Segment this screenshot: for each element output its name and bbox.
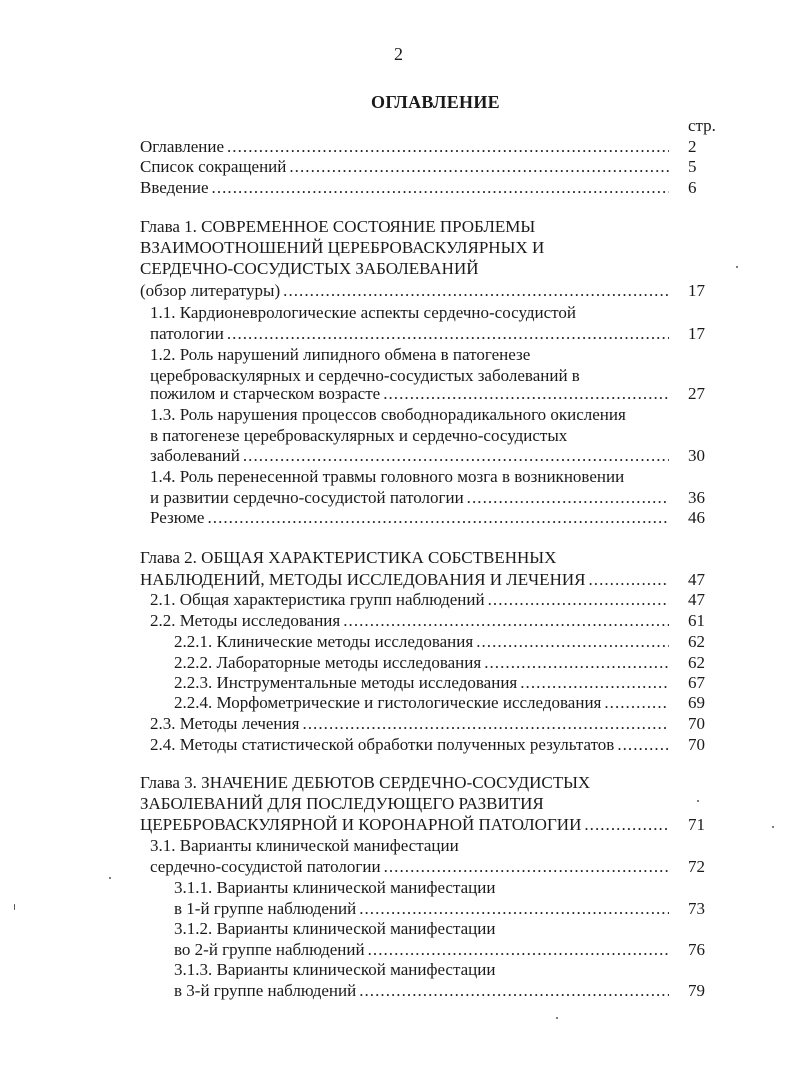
toc-entry-label: Оглавление — [140, 137, 224, 156]
toc-entry-label: 2.1. Общая характеристика групп наблюдений — [150, 590, 485, 609]
toc-entry-label: цереброваскулярных и сердечно-сосудистых заболеваний в — [150, 366, 580, 385]
toc-entry-label: и развитии сердечно-сосудистой патологии — [150, 488, 464, 507]
toc-page-number: 71 — [688, 815, 705, 834]
scan-speck — [109, 877, 111, 879]
toc-page-number: 5 — [688, 157, 697, 176]
toc-line — [174, 981, 672, 1001]
toc-line — [140, 157, 672, 177]
toc-entry-label: патологии — [150, 324, 224, 343]
toc-entry-label: в 3-й группе наблюдений — [174, 981, 357, 1000]
scan-speck — [697, 800, 699, 802]
toc-line — [150, 836, 459, 856]
toc-entry-label: 2.2.4. Морфометрические и гистологические исследования — [174, 693, 602, 712]
leader-dots — [384, 857, 669, 877]
toc-page-number: 62 — [688, 653, 705, 672]
toc-line — [174, 940, 672, 960]
leader-dots — [243, 446, 669, 466]
toc-line — [150, 467, 624, 487]
toc-entry-label: Глава 1. СОВРЕМЕННОЕ СОСТОЯНИЕ ПРОБЛЕМЫ — [140, 217, 536, 236]
toc-entry-label: 2.2.3. Инструментальные методы исследования — [174, 673, 518, 692]
toc-line — [140, 815, 672, 835]
toc-page-number: 6 — [688, 178, 697, 197]
page-title: ОГЛАВЛЕНИЕ — [371, 92, 500, 112]
toc-entry-label: НАБЛЮДЕНИЙ, МЕТОДЫ ИССЛЕДОВАНИЯ И ЛЕЧЕНИЯ — [140, 570, 586, 589]
leader-dots — [383, 384, 669, 404]
toc-entry-label: 1.4. Роль перенесенной травмы головного мозга в возникновении — [150, 467, 625, 486]
toc-line — [140, 238, 544, 258]
toc-entry-label: 1.3. Роль нарушения процессов свободнорадикального окисления — [150, 405, 626, 424]
toc-page-number: 67 — [688, 673, 705, 692]
toc-page-number: 2 — [688, 137, 697, 156]
leader-dots — [359, 899, 669, 919]
leader-dots — [520, 673, 669, 693]
toc-line — [140, 794, 544, 814]
toc-entry-label: ЦЕРЕБРОВАСКУЛЯРНОЙ И КОРОНАРНОЙ ПАТОЛОГИИ — [140, 815, 582, 834]
scan-speck — [772, 826, 774, 828]
toc-page-number: 17 — [688, 324, 705, 343]
toc-page-number: 36 — [688, 488, 705, 507]
toc-line — [150, 446, 672, 466]
toc-entry-label: 2.2.1. Клинические методы исследования — [174, 632, 474, 651]
leader-dots — [488, 590, 669, 610]
toc-entry-label: 2.4. Методы статистической обработки полученных результатов — [150, 735, 615, 754]
toc-line — [150, 324, 672, 344]
toc-entry-label: 3.1. Варианты клинической манифестации — [150, 836, 459, 855]
toc-line — [150, 345, 530, 365]
toc-line — [150, 508, 672, 528]
toc-line — [140, 137, 672, 157]
scan-speck — [556, 1017, 558, 1019]
toc-page-number: 46 — [688, 508, 705, 527]
toc-page-number: 73 — [688, 899, 705, 918]
toc-entry-label: в патогенезе цереброваскулярных и сердечно-сосудистых — [150, 426, 568, 445]
leader-dots — [484, 653, 669, 673]
toc-line — [140, 548, 556, 568]
scan-speck — [736, 266, 738, 268]
leader-dots — [588, 570, 669, 590]
toc-entry-label: 2.2.2. Лабораторные методы исследования — [174, 653, 482, 672]
leader-dots — [359, 981, 669, 1001]
toc-page-number: 47 — [688, 570, 705, 589]
toc-entry-label: 1.2. Роль нарушений липидного обмена в патогенезе — [150, 345, 531, 364]
toc-line — [174, 878, 495, 898]
page-column-header: стр. — [688, 116, 716, 135]
toc-line — [140, 281, 672, 301]
toc-entry-label: 2.3. Методы лечения — [150, 714, 300, 733]
toc-entry-label: в 1-й группе наблюдений — [174, 899, 357, 918]
toc-line — [140, 773, 590, 793]
leader-dots — [227, 137, 669, 157]
toc-entry-label: СЕРДЕЧНО-СОСУДИСТЫХ ЗАБОЛЕВАНИЙ — [140, 259, 479, 278]
toc-line — [150, 590, 672, 610]
toc-line — [174, 693, 672, 713]
toc-page-number: 70 — [688, 714, 705, 733]
toc-entry-label: во 2-й группе наблюдений — [174, 940, 365, 959]
toc-entry-label: пожилом и старческом возрасте — [150, 384, 381, 403]
toc-entry-label: 3.1.3. Варианты клинической манифестации — [174, 960, 496, 979]
toc-line — [150, 857, 672, 877]
toc-line — [174, 919, 495, 939]
toc-entry-label: Глава 2. ОБЩАЯ ХАРАКТЕРИСТИКА СОБСТВЕННЫХ — [140, 548, 557, 567]
toc-line — [150, 366, 580, 386]
toc-entry-label: 3.1.2. Варианты клинической манифестации — [174, 919, 496, 938]
toc-line — [150, 611, 672, 631]
page-number: 2 — [394, 44, 403, 64]
leader-dots — [283, 281, 669, 301]
leader-dots — [227, 324, 669, 344]
leader-dots — [467, 488, 669, 508]
toc-line — [174, 632, 672, 652]
toc-page-number: 61 — [688, 611, 705, 630]
leader-dots — [343, 611, 669, 631]
toc-entry-label: ВЗАИМООТНОШЕНИЙ ЦЕРЕБРОВАСКУЛЯРНЫХ И — [140, 238, 545, 257]
toc-line — [150, 426, 567, 446]
toc-line — [140, 217, 535, 237]
toc-entry-label: Глава 3. ЗНАЧЕНИЕ ДЕБЮТОВ СЕРДЕЧНО-СОСУДИСТЫХ — [140, 773, 591, 792]
toc-page-number: 69 — [688, 693, 705, 712]
toc-page-number: 72 — [688, 857, 705, 876]
toc-line — [150, 488, 672, 508]
toc-page-number: 70 — [688, 735, 705, 754]
toc-entry-label: сердечно-сосудистой патологии — [150, 857, 381, 876]
toc-line — [150, 735, 672, 755]
toc-entry-label: Список сокращений — [140, 157, 287, 176]
toc-page-number: 62 — [688, 632, 705, 651]
toc-line — [174, 673, 672, 693]
leader-dots — [604, 693, 669, 713]
toc-entry-label: заболеваний — [150, 446, 240, 465]
toc-line — [150, 303, 576, 323]
leader-dots — [617, 735, 669, 755]
toc-line — [174, 899, 672, 919]
scan-speck — [14, 904, 15, 910]
leader-dots — [476, 632, 669, 652]
toc-entry-label: (обзор литературы) — [140, 281, 281, 300]
leader-dots — [289, 157, 669, 177]
toc-entry-label: 1.1. Кардионеврологические аспекты сердечно-сосудистой — [150, 303, 576, 322]
toc-page-number: 76 — [688, 940, 705, 959]
toc-page-number: 47 — [688, 590, 705, 609]
toc-line — [174, 960, 495, 980]
toc-line — [174, 653, 672, 673]
toc-entry-label: 3.1.1. Варианты клинической манифестации — [174, 878, 496, 897]
leader-dots — [212, 178, 669, 198]
toc-line — [140, 570, 672, 590]
toc-line — [140, 259, 479, 279]
toc-line — [150, 384, 672, 404]
toc-page-number: 79 — [688, 981, 705, 1000]
leader-dots — [302, 714, 669, 734]
toc-entry-label: Резюме — [150, 508, 205, 527]
toc-line — [150, 714, 672, 734]
toc-page-number: 30 — [688, 446, 705, 465]
toc-entry-label: Введение — [140, 178, 209, 197]
toc-line — [150, 405, 626, 425]
leader-dots — [207, 508, 669, 528]
toc-line — [140, 178, 672, 198]
leader-dots — [584, 815, 669, 835]
toc-entry-label: 2.2. Методы исследования — [150, 611, 341, 630]
toc-page-number: 27 — [688, 384, 705, 403]
toc-entry-label: ЗАБОЛЕВАНИЙ ДЛЯ ПОСЛЕДУЮЩЕГО РАЗВИТИЯ — [140, 794, 544, 813]
leader-dots — [368, 940, 669, 960]
toc-page-number: 17 — [688, 281, 705, 300]
